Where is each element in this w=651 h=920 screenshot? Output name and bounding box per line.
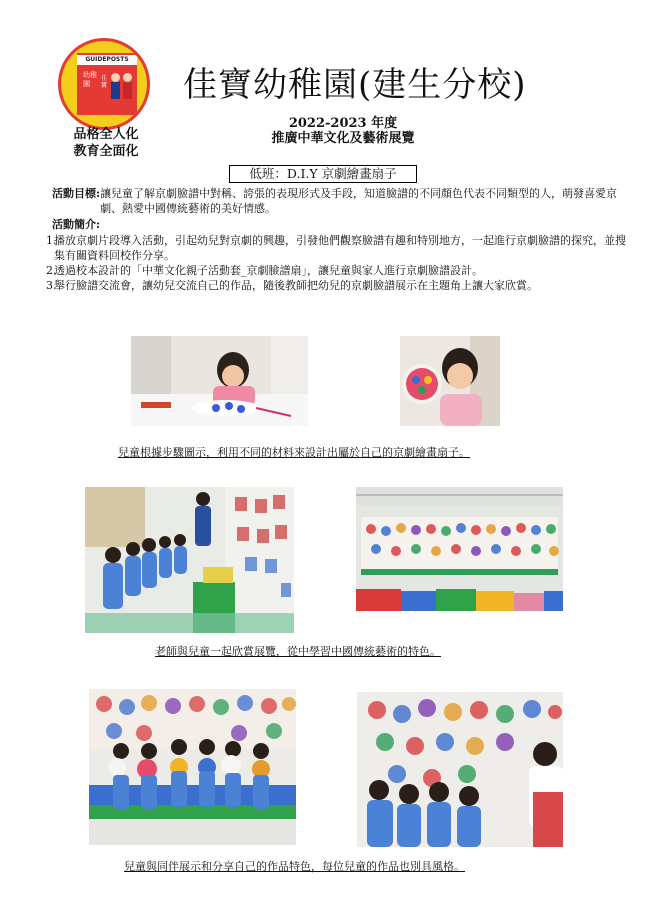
photo-child-with-fan (400, 336, 500, 426)
goal-label: 活動目標: (52, 187, 101, 200)
list-item-text: 舉行臉譜交流會，讓幼兒交流自己的作品，隨後教師把幼兒的京劇臉譜展示在主題角上讓大家欣賞。 (54, 279, 538, 292)
photo-children-viewing-exhibition (85, 487, 294, 633)
list-item-text: 透過校本設計的「中華文化親子活動套_京劇臉譜扇」，讓兒童與家人進行京劇臉譜設計。 (54, 264, 483, 277)
list-item (46, 263, 626, 278)
activity-goal (52, 186, 622, 216)
list-item (46, 278, 626, 293)
class-title: 低班：D.I.Y 京劇繪畫扇子 (229, 165, 417, 183)
motto-line: 教育全面化 (73, 144, 139, 159)
intro-label: 活動簡介: (52, 218, 101, 231)
photo-child-drawing-fan (131, 336, 308, 426)
list-item (46, 233, 626, 263)
photo-children-sharing-artwork (357, 692, 563, 847)
list-item-text: 播放京劇片段導入活動，引起幼兒對京劇的興趣，引發他們觀察臉譜有趣和特別地方，一起進行京劇臉譜的探究，並搜集有關資料回校作分享。 (54, 234, 626, 262)
list-item-number: 3. (46, 279, 57, 292)
motto-line: 品格全人化 (73, 127, 139, 142)
school-motto (60, 126, 152, 160)
caption: 老師與兒童一起欣賞展覽，從中學習中國傳統藝術的特色。 (155, 645, 441, 658)
list-item-number: 2. (46, 264, 57, 277)
subtitle-year: 2022-2023 年度 (288, 116, 398, 131)
logo-banner-text: GUIDEPOSTS (77, 55, 137, 65)
goal-text: 讓兒童了解京劇臉譜中對稱、誇張的表現形式及手段，知道臉譜的不同顏色代表不同類型的人，萌發喜愛京劇、熱愛中國傳統藝術的美好情感。 (100, 187, 618, 215)
photo-exhibition-wall (356, 487, 563, 611)
logo-side-text: 幼稚園 (83, 71, 97, 88)
logo-child-figure (123, 73, 132, 99)
caption: 兒童與同伴展示和分享自己的作品特色，每位兒童的作品也別具風格。 (124, 860, 465, 873)
photo-children-showing-fans (89, 689, 296, 845)
page-title: 佳寶幼稚園(建生分校) (183, 65, 527, 105)
subtitle-event: 推廣中華文化及藝術展覽 (271, 131, 415, 146)
list-item-number: 1. (46, 234, 57, 247)
intro-list (46, 233, 626, 293)
school-logo (58, 38, 150, 130)
logo-child-figure (111, 73, 120, 99)
caption: 兒童根據步驟圖示，利用不同的材料來設計出屬於自己的京劇繪畫扇子。 (118, 446, 470, 459)
logo-mid-text: 佳寶 (101, 75, 108, 89)
page-subtitle (258, 116, 428, 146)
